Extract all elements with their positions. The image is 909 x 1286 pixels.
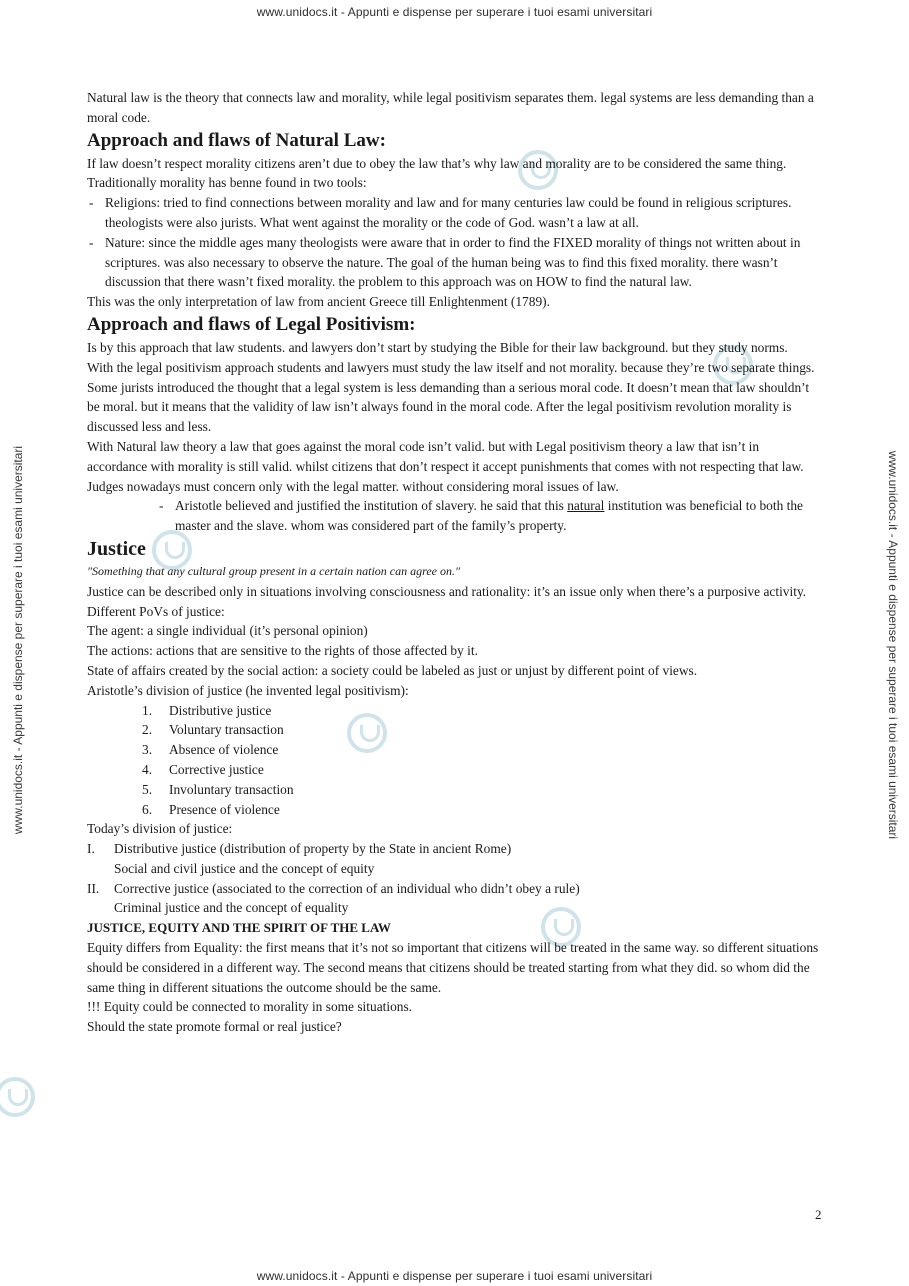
natural-law-paragraph: This was the only interpretation of law from ancient Greece till Enlightenment (1789). [87, 294, 550, 310]
legal-positivism-paragraph: Is by this approach that law students. and lawyers don’t start by studying the Bible for their law background. but they study norms. [87, 339, 788, 355]
list-item [142, 780, 821, 800]
equity-paragraph: Equity differs from Equality: the first means that it’s not so important that citizens will be treated in the same way. so different situations should be considered in a different way. The second means that citizens should be treated starting from what they did. so whom did the same thing in different situations the outcome should be the same. [87, 940, 819, 995]
list-item [87, 879, 821, 919]
list-item-text: Involuntary transaction [169, 781, 294, 797]
header-banner: www.unidocs.it - Appunti e dispense per superare i tuoi esami universitari [256, 5, 653, 19]
justice-quote: "Something that any cultural group present in a certain nation can agree on." [87, 563, 461, 578]
list-item-text: Corrective justice [169, 761, 264, 777]
equity-paragraph: !!! Equity could be connected to morality in some situations. [87, 999, 413, 1015]
document-body [87, 88, 821, 1037]
list-number: 6. [142, 801, 153, 817]
justice-paragraph: State of affairs created by the social action: a society could be labeled as just or unjust by different point of views. [87, 662, 698, 678]
aristotle-slavery-list [87, 496, 821, 536]
list-item-text: Absence of violence [169, 742, 279, 758]
today-justice-list [87, 839, 821, 918]
list-item: - Religions: tried to find connections between morality and law and for many centuries law could be found in religious scriptures. theologists were also jurists. What went against the morality or the code of God. wasn’t a law at all. [105, 193, 821, 233]
justice-paragraph: The actions: actions that are sensitive to the rights of those affected by it. [87, 643, 478, 659]
list-item-text: Aristotle believed and justified the institution of slavery. he said that this [175, 498, 568, 514]
intro-paragraph: Natural law is the theory that connects law and morality, while legal positivism separates them. legal systems are less demanding than a moral code. [87, 90, 814, 125]
legal-positivism-heading: Approach and flaws of Legal Positivism: [87, 313, 416, 335]
list-item-text: Corrective justice (associated to the correction of an individual who didn’t obey a rule) [114, 880, 580, 896]
aristotle-justice-list [87, 701, 821, 820]
list-item-text: Presence of violence [169, 801, 280, 817]
justice-paragraph: Justice can be described only in situations involving consciousness and rationality: it’s an issue only when there’s a purposive activity. [87, 583, 807, 599]
justice-paragraph: Today’s division of justice: [87, 821, 233, 837]
justice-paragraph: Aristotle’s division of justice (he invented legal positivism): [87, 682, 409, 698]
list-item [87, 839, 821, 879]
natural-law-tools-list [87, 193, 821, 292]
list-number: 5. [142, 781, 153, 797]
equity-paragraph: Should the state promote formal or real justice? [87, 1019, 342, 1035]
list-number: 2. [142, 722, 153, 738]
list-item-text: Voluntary transaction [169, 722, 284, 738]
list-item [142, 800, 821, 820]
list-number: 3. [142, 742, 153, 758]
natural-law-paragraph: If law doesn’t respect morality citizens aren’t due to obey the law that’s why law and morality are to be considered the same thing. [87, 155, 787, 171]
list-item: - Nature: since the middle ages many theologists were aware that in order to find the FIXED morality of things not written about in scriptures. was also necessary to observe the nature. The goal of the human being was to find this fixed morality. there wasn’t discussion that there wasn’t fixed morality. the problem to this approach was on HOW to find the natural law. [105, 233, 821, 292]
list-item-subtext: Social and civil justice and the concept of equity [114, 860, 375, 876]
page-number: 2 [815, 1207, 822, 1222]
justice-heading: Justice [87, 537, 146, 560]
equity-heading: JUSTICE, EQUITY AND THE SPIRIT OF THE LAW [87, 920, 391, 936]
footer-banner: www.unidocs.it - Appunti e dispense per superare i tuoi esami universitari [256, 1269, 653, 1283]
list-item [142, 760, 821, 780]
justice-paragraph: The agent: a single individual (it’s personal opinion) [87, 623, 368, 639]
list-item-text: institution was beneficial to both the master and the slave. whom was considered part of the family’s property. [175, 498, 803, 534]
list-item [142, 740, 821, 760]
list-item [142, 720, 821, 740]
list-number: 1. [142, 702, 153, 718]
list-number: II. [87, 880, 100, 896]
list-item-text: Distributive justice (distribution of property by the State in ancient Rome) [114, 841, 512, 857]
right-side-banner: www.unidocs.it - Appunti e dispense per superare i tuoi esami universitari [886, 450, 900, 840]
list-number: I. [87, 841, 95, 857]
list-item-subtext: Criminal justice and the concept of equality [114, 900, 349, 916]
list-item [175, 496, 821, 536]
list-item-text: Distributive justice [169, 702, 272, 718]
list-number: 4. [142, 761, 153, 777]
list-item [142, 701, 821, 721]
watermark-logo-icon [0, 1077, 35, 1117]
left-side-banner: www.unidocs.it - Appunti e dispense per superare i tuoi esami universitari [11, 445, 25, 835]
legal-positivism-paragraph: With the legal positivism approach students and lawyers must study the law itself and not morality. because they’re two separate things. Some jurists introduced the thought that a legal system is less demanding than a serious moral code. It doesn’t mean that law shouldn’t be moral. but it means that the validity of law isn’t always found in the moral code. After the legal positivism revolution morality is discussed less and less. [87, 359, 815, 435]
natural-law-heading: Approach and flaws of Natural Law: [87, 129, 386, 151]
justice-paragraph: Different PoVs of justice: [87, 603, 225, 619]
natural-law-paragraph: Traditionally morality has benne found in two tools: [87, 175, 367, 191]
legal-positivism-paragraph: With Natural law theory a law that goes against the moral code isn’t valid. but with Legal positivism theory a law that isn’t in accordance with morality is still valid. whilst citizens that don’t respect it accept punishments that comes with not respecting that law. Judges nowadays must concern only with the legal matter. without considering moral issues of law. [87, 438, 804, 494]
underlined-word: natural [567, 498, 605, 514]
